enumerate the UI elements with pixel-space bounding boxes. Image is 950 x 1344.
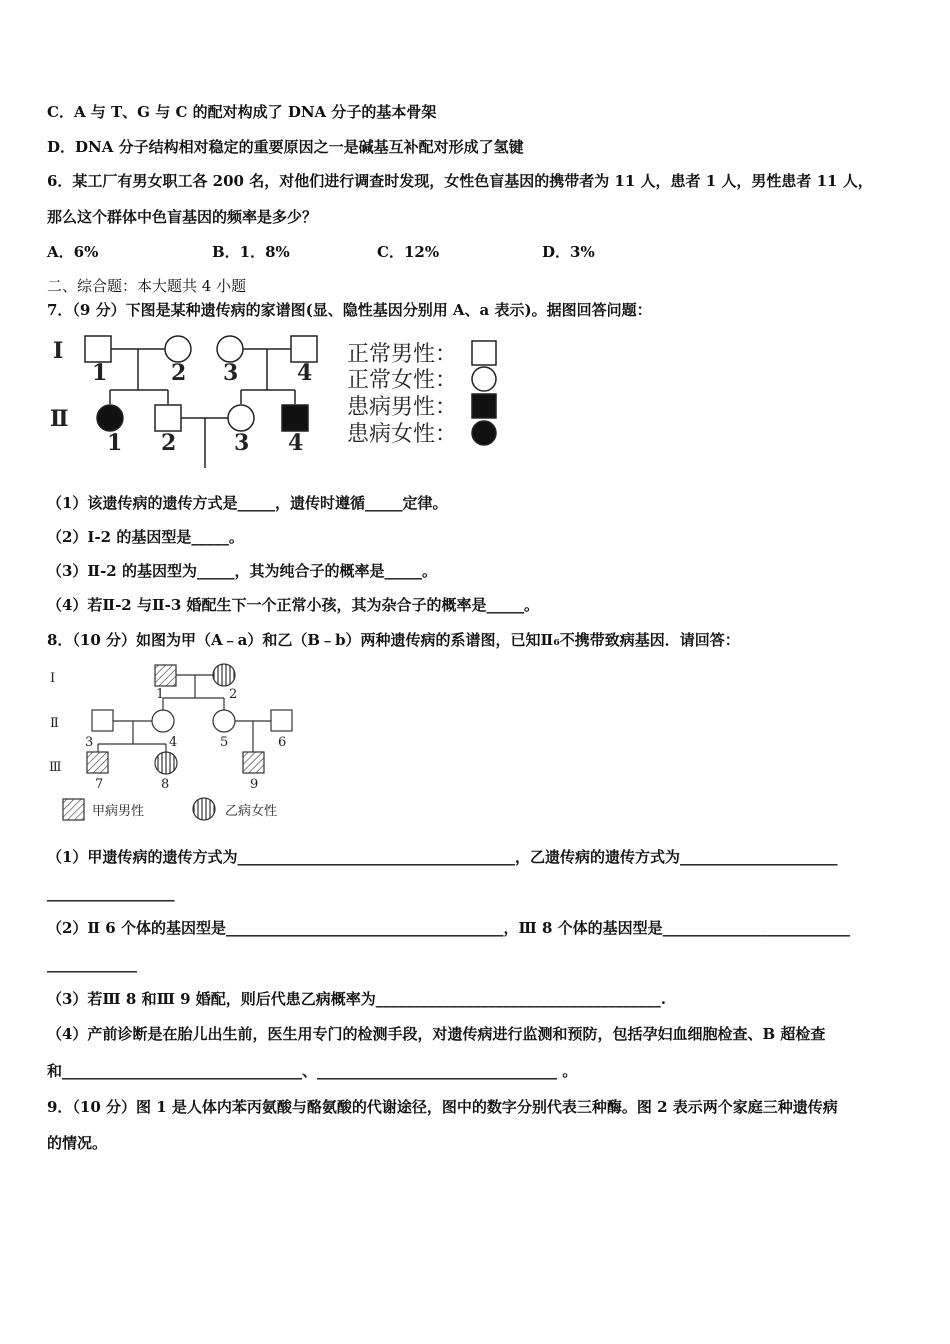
- q8-number-3: 3: [85, 735, 94, 750]
- q7-i-1-number: 1: [92, 360, 108, 386]
- q8-gen-label-iii: Ⅲ: [49, 760, 62, 775]
- q7-i-3-number: 3: [223, 360, 239, 386]
- q8-pedigree-svg: [45, 658, 315, 828]
- q8-number-1: 1: [156, 687, 165, 702]
- q6-option-b: B．1．8%: [212, 243, 290, 261]
- q7-sub2: （2）Ⅰ-2 的基因型是_____。: [47, 528, 244, 546]
- q9-stem-line2: 的情况。: [47, 1134, 108, 1152]
- q8-sub4-line2: 和________________________________、________________________________ 。: [47, 1062, 578, 1080]
- section-heading: 二、综合题：本大题共 4 小题: [47, 277, 247, 295]
- q8-number-6: 6: [278, 735, 287, 750]
- legend-affected-female-symbol: [472, 421, 496, 445]
- q7-i-2-number: 2: [171, 360, 187, 386]
- gen-label-i: Ⅰ: [53, 338, 64, 364]
- q6-stem-line2: 那么这个群体中色盲基因的频率是多少？: [47, 208, 318, 226]
- q8-gen-label-ii: Ⅱ: [50, 716, 59, 731]
- legend-affected-male-symbol: [472, 394, 496, 418]
- gen-label-ii: Ⅱ: [50, 406, 69, 432]
- legend-affected-male: 患病男性：: [347, 395, 458, 420]
- q7-pedigree-svg: [45, 328, 515, 473]
- q8-sub2-line1: （2）Ⅱ 6 个体的基因型是_____________________________________，Ⅲ 8 个体的基因型是_________________________: [47, 919, 851, 937]
- q7-i-4-number: 4: [297, 360, 313, 386]
- q8-stem: 8．（10 分）如图为甲（A﹣a）和乙（B﹣b）两种遗传病的系谱图，已知Ⅱ₆不携带致病基因．请回答：: [47, 631, 740, 649]
- q5-option-c: C．A 与 T、G 与 C 的配对构成了 DNA 分子的基本骨架: [47, 103, 437, 121]
- q6-option-d: D．3%: [542, 243, 595, 261]
- q6-option-a: A．6%: [47, 243, 99, 261]
- q8-pedigree-figure: [45, 658, 315, 828]
- q8-gen-label-i: Ⅰ: [50, 671, 56, 686]
- legend-normal-male-symbol: [472, 341, 496, 365]
- q7-ii-4-number: 4: [288, 430, 304, 456]
- q7-ii-3-number: 3: [234, 430, 250, 456]
- q7-sub1: （1）该遗传病的遗传方式是_____，遗传时遵循_____定律。: [47, 494, 448, 512]
- q8-number-8: 8: [161, 777, 170, 792]
- q8-number-9: 9: [250, 777, 259, 792]
- q7-ii-2-number: 2: [161, 430, 177, 456]
- legend-normal-female: 正常女性：: [347, 368, 458, 393]
- q8-sub4-line1: （4）产前诊断是在胎儿出生前，医生用专门的检测手段，对遗传病进行监测和预防，包括孕妇血细胞检查、B 超检查: [47, 1025, 826, 1043]
- q8-number-2: 2: [229, 687, 238, 702]
- q7-stem: 7．（9 分）下图是某种遗传病的家谱图(显、隐性基因分别用 A、a 表示)。据图回答问题：: [47, 301, 652, 319]
- q8-sub3: （3）若Ⅲ 8 和Ⅲ 9 婚配，则后代患乙病概率为______________________________________.: [47, 990, 666, 1008]
- legend-affected-female: 患病女性：: [347, 422, 458, 447]
- q6-option-c: C．12%: [377, 243, 440, 261]
- q8-number-5: 5: [220, 735, 229, 750]
- q9-stem-line1: 9．（10 分）图 1 是人体内苯丙氨酸与酪氨酸的代谢途径，图中的数字分别代表三种酶。图 2 表示两个家庭三种遗传病: [47, 1098, 838, 1116]
- q5-option-d: D．DNA 分子结构相对稳定的重要原因之一是碱基互补配对形成了氢键: [47, 138, 524, 156]
- legend-normal-female-symbol: [472, 367, 496, 391]
- q6-stem-line1: 6．某工厂有男女职工各 200 名，对他们进行调查时发现，女性色盲基因的携带者为 11 人，患者 1 人，男性患者 11 人，: [47, 172, 873, 190]
- q8-sub2-line2: ____________: [47, 955, 137, 973]
- legend-normal-male: 正常男性：: [347, 342, 458, 367]
- q8-sub1-line1: （1）甲遗传病的遗传方式为_____________________________________，乙遗传病的遗传方式为_____________________: [47, 848, 838, 866]
- q8-sub1-line2: _________________: [47, 884, 175, 902]
- q7-ii-1-number: 1: [107, 430, 123, 456]
- q7-sub4: （4）若Ⅱ-2 与Ⅱ-3 婚配生下一个正常小孩，其为杂合子的概率是_____。: [47, 596, 539, 614]
- q8-legend-disease-b-female: 乙病女性: [225, 804, 278, 819]
- q8-legend-disease-a-male: 甲病男性: [92, 804, 145, 819]
- q7-pedigree-figure: [45, 328, 515, 473]
- q7-sub3: （3）Ⅱ-2 的基因型为_____，其为纯合子的概率是_____。: [47, 562, 437, 580]
- q8-number-7: 7: [95, 777, 104, 792]
- q8-number-4: 4: [169, 735, 178, 750]
